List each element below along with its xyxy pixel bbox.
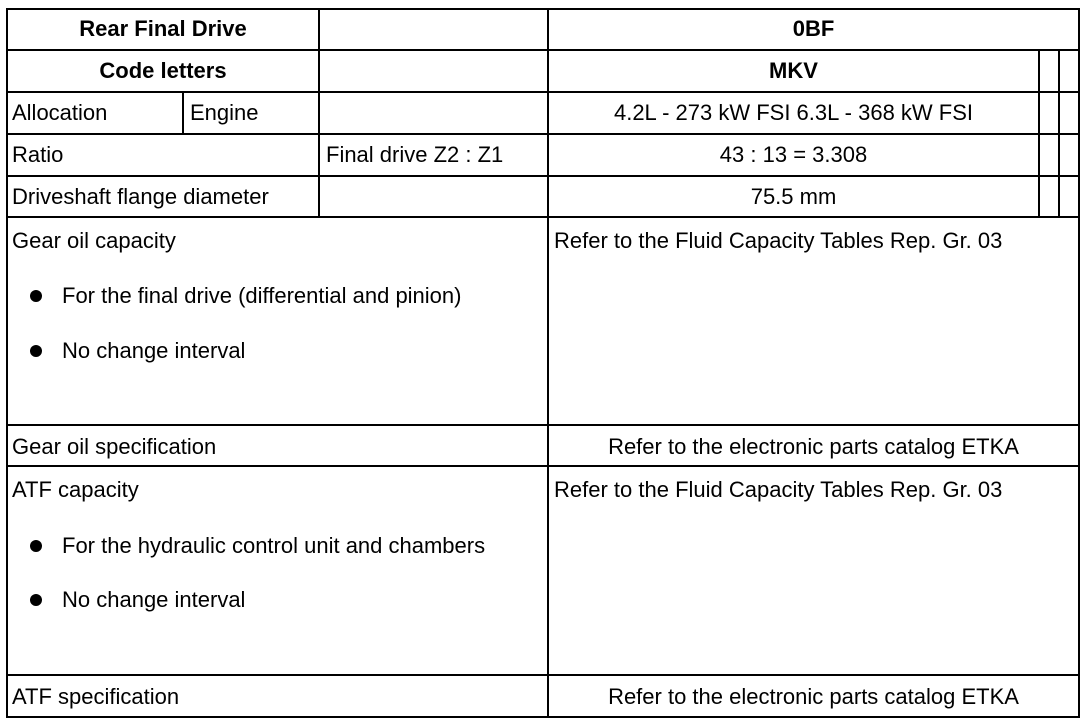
rule [6,8,8,718]
final-drive-label: Final drive Z2 : Z1 [326,142,504,167]
rule [6,465,1080,467]
rule [182,91,184,135]
flange-label: Driveshaft flange diameter [12,184,269,209]
code-letters-value: MKV [769,58,818,83]
bullet-icon [30,540,42,552]
rule [1038,49,1040,218]
atf-spec-value: Refer to the electronic parts catalog ETKA [608,684,1019,709]
flange-value: 75.5 mm [750,184,837,209]
gear-oil-bullet: For the final drive (differential and pinion) [62,283,462,308]
rule [318,8,320,218]
ratio-value: 43 : 13 = 3.308 [719,142,868,167]
rule [6,175,1080,177]
engine-label: Engine [190,100,259,125]
rule [6,216,1080,218]
rule [1058,49,1060,218]
rule [6,716,1080,718]
code-letters-label: Code letters [99,58,227,83]
table-title: Rear Final Drive [79,16,247,41]
bullet-icon [30,290,42,302]
rule [6,133,1080,135]
rule [1078,8,1080,718]
gear-oil-capacity-label: Gear oil capacity [12,228,176,253]
allocation-label: Allocation [12,100,108,125]
rule [6,674,1080,676]
bullet-icon [30,594,42,606]
atf-capacity-value: Refer to the Fluid Capacity Tables Rep. Gr. 03 [554,477,1003,502]
atf-bullet: No change interval [62,587,246,612]
rule [6,8,1080,10]
atf-bullet: For the hydraulic control unit and chambers [62,533,486,558]
gear-oil-capacity-value: Refer to the Fluid Capacity Tables Rep. Gr. 03 [554,228,1003,253]
rule [6,49,1080,51]
atf-capacity-label: ATF capacity [12,477,139,502]
transmission-code: 0BF [792,16,835,41]
engine-value: 4.2L - 273 kW FSI 6.3L - 368 kW FSI [613,100,974,125]
gear-oil-spec-label: Gear oil specification [12,434,217,459]
ratio-label: Ratio [12,142,64,167]
rule [6,424,1080,426]
atf-spec-label: ATF specification [12,684,180,709]
gear-oil-bullet: No change interval [62,338,246,363]
gear-oil-spec-value: Refer to the electronic parts catalog ETKA [608,434,1019,459]
rule [6,91,1080,93]
bullet-icon [30,345,42,357]
